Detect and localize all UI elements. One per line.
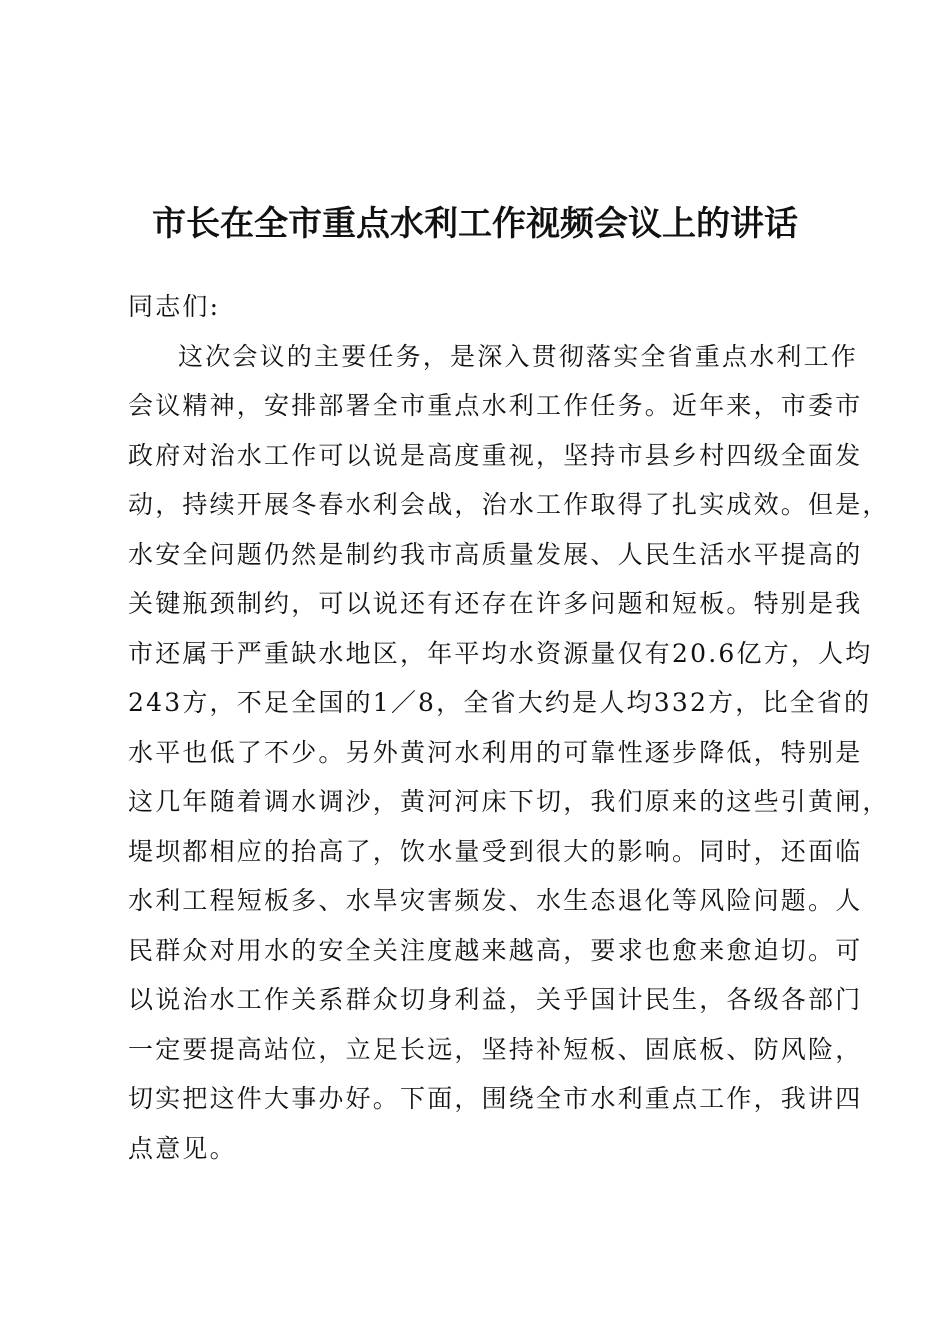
- paragraph-line: 动，持续开展冬春水利会战，治水工作取得了扎实成效。但是，: [128, 490, 890, 519]
- paragraph-line: 水利工程短板多、水旱灾害频发、水生态退化等风险问题。人: [128, 886, 863, 915]
- paragraph-line: 民群众对用水的安全关注度越来越高，要求也愈来愈迫切。可: [128, 935, 863, 965]
- paragraph-line: 水平也低了不少。另外黄河水利用的可靠性逐步降低，特别是: [128, 737, 863, 767]
- paragraph-line: 政府对治水工作可以说是高度重视，坚持市县乡村四级全面发: [128, 440, 863, 470]
- paragraph-line: 堤坝都相应的抬高了，饮水量受到很大的影响。同时，还面临: [128, 836, 863, 866]
- paragraph-line: 一定要提高站位，立足长远，坚持补短板、固底板、防风险，: [128, 1034, 863, 1064]
- paragraph-line: 切实把这件大事办好。下面，围绕全市水利重点工作，我讲四: [128, 1084, 863, 1113]
- document-body: [128, 282, 890, 1173]
- paragraph-line: 点意见。: [128, 1133, 237, 1163]
- paragraph-line: 水安全问题仍然是制约我市高质量发展、人民生活水平提高的: [128, 539, 863, 569]
- salutation: 同志们:: [128, 292, 221, 321]
- document-title: 市长在全市重点水利工作视频会议上的讲话: [152, 204, 798, 244]
- paragraph-line: 这几年随着调水调沙，黄河河床下切，我们原来的这些引黄闸，: [128, 787, 890, 816]
- paragraph-line: 243方，不足全国的1／8，全省大约是人均332方，比全省的: [128, 688, 872, 717]
- paragraph-line: 会议精神，安排部署全市重点水利工作任务。近年来，市委市: [128, 391, 863, 420]
- paragraph-line: 以说治水工作关系群众切身利益，关乎国计民生，各级各部门: [128, 985, 863, 1014]
- paragraph-line: 这次会议的主要任务，是深入贯彻落实全省重点水利工作: [178, 341, 859, 371]
- paragraph-line: 关键瓶颈制约，可以说还有还存在许多问题和短板。特别是我: [128, 589, 863, 618]
- paragraph-line: 市还属于严重缺水地区，年平均水资源量仅有20.6亿方，人均: [128, 638, 873, 668]
